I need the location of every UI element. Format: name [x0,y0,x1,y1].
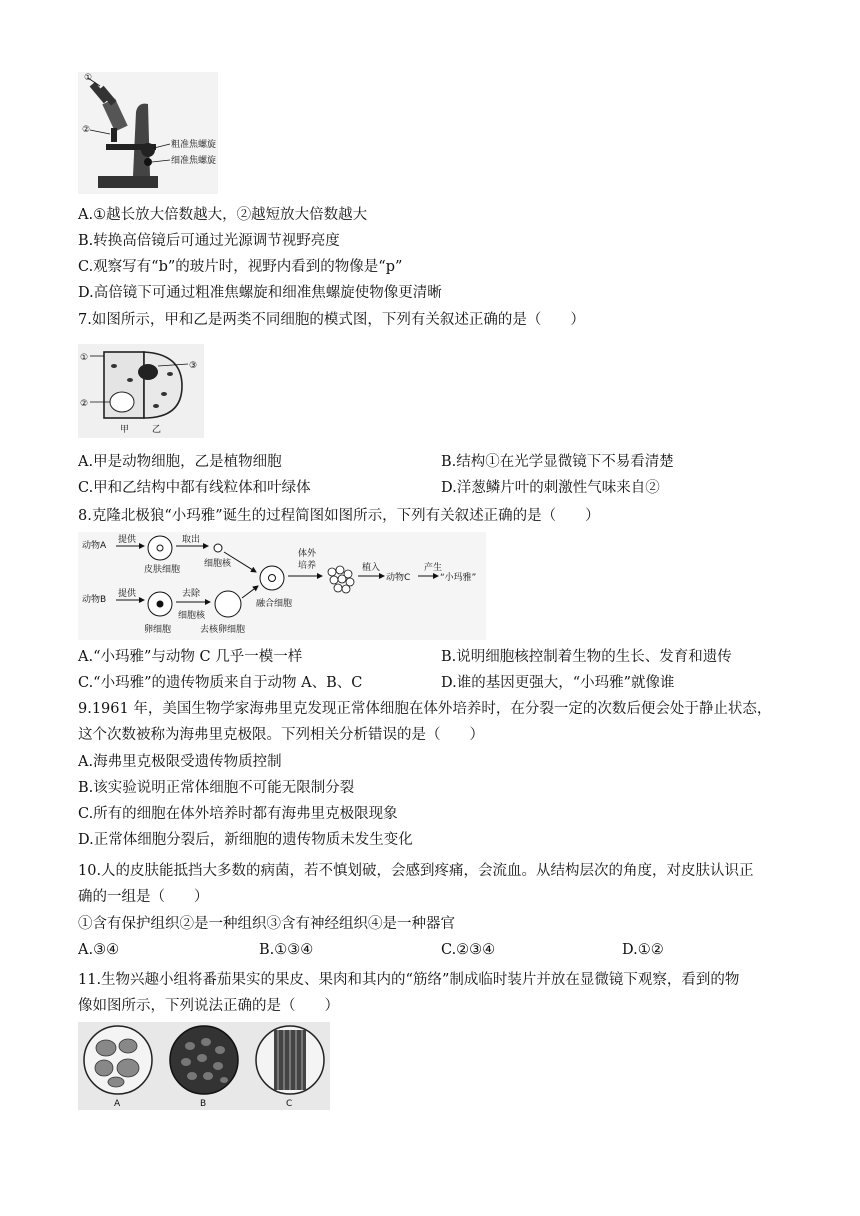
micro-label-c: C [286,1099,293,1109]
q8-option-a: A.“小玛雅”与动物 C 几乎一模一样 [78,649,303,665]
diag-skin-cell: 皮肤细胞 [144,565,181,575]
diag-provide-2: 提供 [118,589,137,599]
q7-option-b: B.结构①在光学显微镜下不易看清楚 [441,454,674,470]
q11-stem-line2: 像如图所示，下列说法正确的是（ ） [78,998,339,1014]
diag-animal-c: 动物C [386,573,411,583]
q9-option-b: B.该实验说明正常体细胞不可能无限制分裂 [78,780,355,796]
diag-culture-1: 体外 [298,549,317,559]
diag-produce: 产生 [424,563,443,573]
q9-stem-line1: 9.1961 年，美国生物学家海弗里克发现正常体细胞在体外培养时，在分裂一定的次数后便会处于静止状态， [78,701,772,717]
label-objective: ② [82,125,91,135]
diag-fused-cell: 融合细胞 [256,599,293,609]
diag-animal-b: 动物B [82,595,107,605]
q7-option-a: A.甲是动物细胞，乙是植物细胞 [78,454,282,470]
q11-stem-line1: 11.生物兴趣小组将番茄果实的果皮、果肉和其内的“筋络”制成临时装片并放在显微镜下观察，看到的物 [78,972,740,988]
q10-option-b: B.①③④ [259,942,314,958]
q10-statements: ①含有保护组织②是一种组织③含有神经组织④是一种器官 [78,916,455,932]
q10-option-c: C.②③④ [441,942,496,958]
diag-nucleus: 细胞核 [204,559,232,569]
q10-option-a: A.③④ [78,942,120,958]
cloning-diagram [78,532,486,640]
q9-option-c: C.所有的细胞在体外培养时都有海弗里克极限现象 [78,806,398,822]
q7-option-d: D.洋葱鳞片叶的刺激性气味来自② [441,480,660,496]
label-eyepiece: ① [84,73,93,83]
cell-label-jia: 甲 [120,425,130,435]
diag-remove: 去除 [182,589,201,599]
q9-option-a: A.海弗里克极限受遗传物质控制 [78,754,282,770]
q6-option-b: B.转换高倍镜后可通过光源调节视野亮度 [78,233,340,249]
q10-stem-line2: 确的一组是（ ） [78,889,209,905]
q7-stem: 7.如图所示，甲和乙是两类不同细胞的模式图，下列有关叙述正确的是（ ） [78,312,585,328]
diag-animal-a: 动物A [82,541,107,551]
q10-option-d: D.①② [622,942,664,958]
micro-label-b: B [200,1099,207,1109]
q8-option-d: D.谁的基因更强大，“小玛雅”就像谁 [441,675,675,691]
label-fine-focus: 细准焦螺旋 [171,156,217,166]
q7-option-c: C.甲和乙结构中都有线粒体和叶绿体 [78,480,311,496]
diag-maya: “小玛雅” [440,573,477,583]
diag-egg-cell: 卵细胞 [144,625,172,635]
microscope-figure [78,72,218,194]
label-coarse-focus: 粗准焦螺旋 [171,140,217,150]
q8-option-c: C.“小玛雅”的遗传物质来自于动物 A、B、C [78,675,363,691]
tomato-micrograph-figure [78,1022,330,1110]
q10-stem-line1: 10.人的皮肤能抵挡大多数的病菌，若不慎划破，会感到疼痛，会流血。从结构层次的角度，对皮肤认识正 [78,863,754,879]
diag-enucleated-egg: 去核卵细胞 [200,625,246,635]
diag-culture-2: 培养 [298,561,317,571]
cell-figure [78,344,204,438]
diag-nucleus-2: 细胞核 [178,611,206,621]
q6-option-d: D.高倍镜下可通过粗准焦螺旋和细准焦螺旋使物像更清晰 [78,285,442,301]
cell-label-3: ③ [189,361,198,371]
q6-option-c: C.观察写有“b”的玻片时，视野内看到的物像是“p” [78,259,403,275]
diag-provide-1: 提供 [118,535,137,545]
q8-option-b: B.说明细胞核控制着生物的生长、发育和遗传 [441,649,732,665]
q8-stem: 8.克隆北极狼“小玛雅”诞生的过程简图如图所示，下列有关叙述正确的是（ ） [78,508,600,524]
diag-implant: 植入 [362,563,381,573]
micro-label-a: A [114,1099,121,1109]
q6-option-a: A.①越长放大倍数越大，②越短放大倍数越大 [78,207,368,223]
diag-takeout: 取出 [182,535,201,545]
q9-stem-line2: 这个次数被称为海弗里克极限。下列相关分析错误的是（ ） [78,727,484,743]
q9-option-d: D.正常体细胞分裂后，新细胞的遗传物质未发生变化 [78,832,413,848]
cell-label-2: ② [80,399,89,409]
cell-label-yi: 乙 [152,425,162,435]
cell-label-1: ① [80,353,89,363]
